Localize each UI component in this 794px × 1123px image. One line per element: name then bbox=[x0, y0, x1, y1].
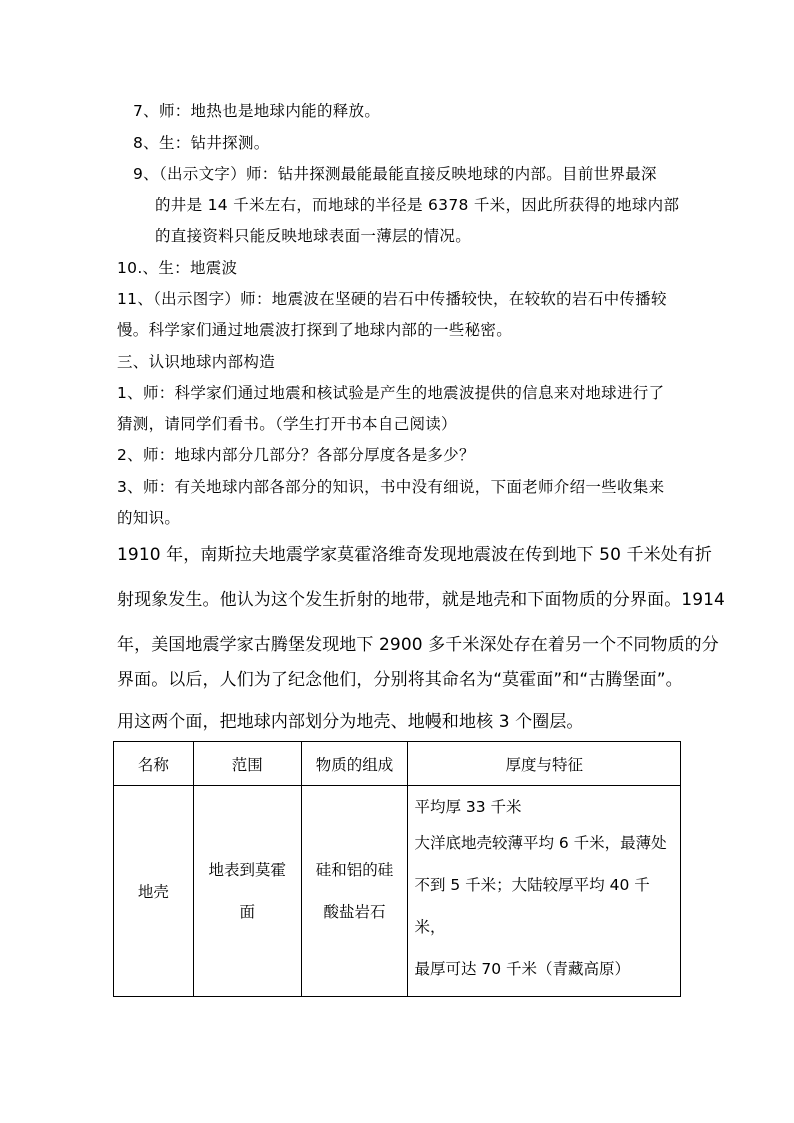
table-cell-range bbox=[193, 786, 301, 997]
table-cell-composition bbox=[301, 786, 408, 997]
paragraph-line: 2、师：地球内部分几部分？各部分厚度各是多少？ bbox=[117, 446, 475, 464]
paragraph-line: 8、生：钻井探测。 bbox=[133, 134, 270, 152]
paragraph-line: 11、（出示图字）师：地震波在坚硬的岩石中传播较快，在较软的岩石中传播较 bbox=[117, 290, 667, 308]
table-header: 名称 bbox=[114, 742, 194, 786]
history-line: 射现象发生。他认为这个发生折射的地带，就是地壳和下面物质的分界面。1914 bbox=[117, 590, 725, 610]
paragraph-line: 10.、生：地震波 bbox=[117, 259, 238, 277]
range-line: 地表到莫霍 bbox=[208, 861, 287, 879]
table-header: 厚度与特征 bbox=[408, 742, 681, 786]
history-line: 年，美国地震学家古腾堡发现地下 2900 多千米深处存在着另一个不同物质的分 bbox=[117, 635, 719, 655]
table-header: 范围 bbox=[193, 742, 301, 786]
feature-line: 平均厚 33 千米 bbox=[414, 798, 522, 816]
history-line: 界面。以后，人们为了纪念他们，分别将其命名为“莫霍面”和“古腾堡面”。 bbox=[117, 670, 683, 690]
paragraph-line: 猜测，请同学们看书。（学生打开书本自己阅读） bbox=[117, 415, 457, 433]
table-cell-features bbox=[408, 786, 681, 997]
paragraph-line: 9、（出示文字）师：钻井探测最能最能直接反映地球的内部。目前世界最深 bbox=[133, 165, 657, 183]
table-header: 物质的组成 bbox=[301, 742, 408, 786]
paragraph-line: 7、师：地热也是地球内能的释放。 bbox=[133, 102, 381, 120]
history-line: 1910 年，南斯拉夫地震学家莫霍洛维奇发现地震波在传到地下 50 千米处有折 bbox=[117, 545, 713, 565]
paragraph-line: 3、师：有关地球内部各部分的知识，书中没有细说，下面老师介绍一些收集来 bbox=[117, 478, 665, 496]
earth-layer-table bbox=[113, 741, 681, 997]
section-heading: 三、认识地球内部构造 bbox=[117, 353, 276, 371]
composition-line: 酸盐岩石 bbox=[323, 903, 386, 921]
feature-line: 不到 5 千米；大陆较厚平均 40 千米， bbox=[414, 876, 650, 936]
paragraph-line: 的知识。 bbox=[117, 509, 181, 527]
paragraph-line: 1、师：科学家们通过地震和核试验是产生的地震波提供的信息来对地球进行了 bbox=[117, 384, 665, 402]
range-line: 面 bbox=[239, 903, 256, 921]
paragraph-line: 的直接资料只能反映地球表面一薄层的情况。 bbox=[155, 227, 472, 245]
composition-line: 硅和铝的硅 bbox=[315, 861, 394, 879]
history-line: 用这两个面，把地球内部划分为地壳、地幔和地核 3 个圈层。 bbox=[117, 712, 584, 732]
paragraph-line: 的井是 14 千米左右，而地球的半径是 6378 千米，因此所获得的地球内部 bbox=[155, 196, 680, 214]
paragraph-line: 慢。科学家们通过地震波打探到了地球内部的一些秘密。 bbox=[117, 321, 513, 339]
table-row bbox=[114, 786, 681, 997]
feature-line: 最厚可达 70 千米（青藏高原） bbox=[414, 960, 631, 978]
table-cell-name: 地壳 bbox=[114, 786, 194, 997]
feature-line: 大洋底地壳较薄平均 6 千米，最薄处 bbox=[414, 834, 667, 852]
table-header-row bbox=[114, 742, 681, 786]
